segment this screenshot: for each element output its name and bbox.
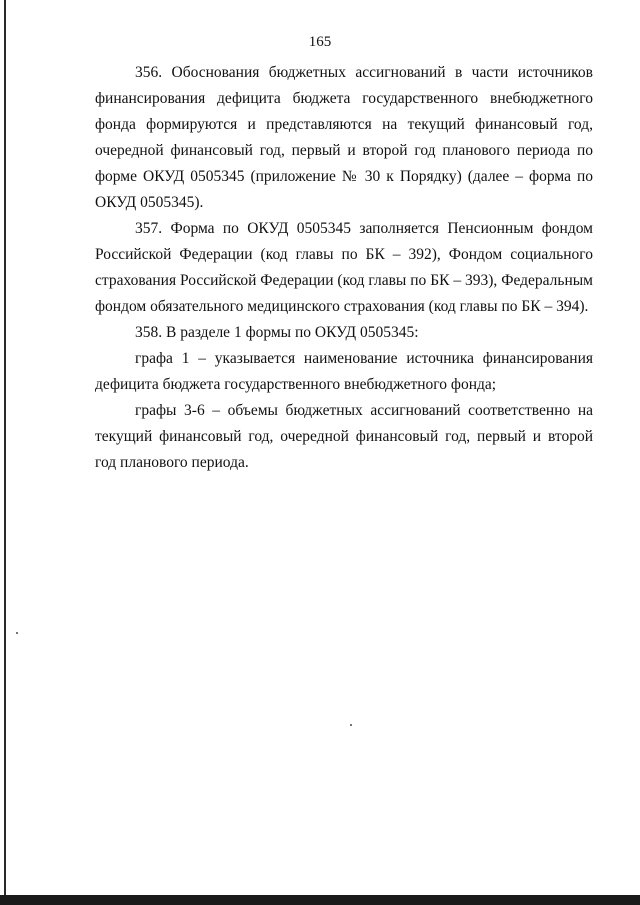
paragraph-357: 357. Форма по ОКУД 0505345 заполняется Пенсионным фондом Российской Федерации (код главы по БК – 392), Фондом социального страхования Российской Федерации (код главы по БК – 393), Федеральным фондом обязательного медицинского страхования (код главы по БК – 394).	[95, 220, 593, 315]
scan-edge-bottom	[0, 895, 640, 905]
paragraph-columns-3-6: графы 3-6 – объемы бюджетных ассигнований соответственно на текущий финансовый год, очередной финансовый год, первый и второй год планового периода.	[95, 402, 593, 471]
document-body	[95, 60, 593, 476]
page-number: 165	[308, 34, 332, 50]
scan-speck	[350, 724, 352, 726]
scan-edge-left	[4, 0, 6, 905]
scan-speck	[16, 632, 18, 634]
paragraph-358: 358. В разделе 1 формы по ОКУД 0505345:	[135, 324, 419, 341]
paragraph-column-1: графа 1 – указывается наименование источника финансирования дефицита бюджета государственного внебюджетного фонда;	[95, 350, 593, 393]
paragraph-356: 356. Обоснования бюджетных ассигнований в части источников финансирования дефицита бюджета государственного внебюджетного фонда формируются и представляются на текущий финансовый год, очередной финансовый год, первый и второй год планового периода по форме ОКУД 0505345 (приложение № 30 к Порядку) (далее – форма по ОКУД 0505345).	[95, 64, 593, 211]
